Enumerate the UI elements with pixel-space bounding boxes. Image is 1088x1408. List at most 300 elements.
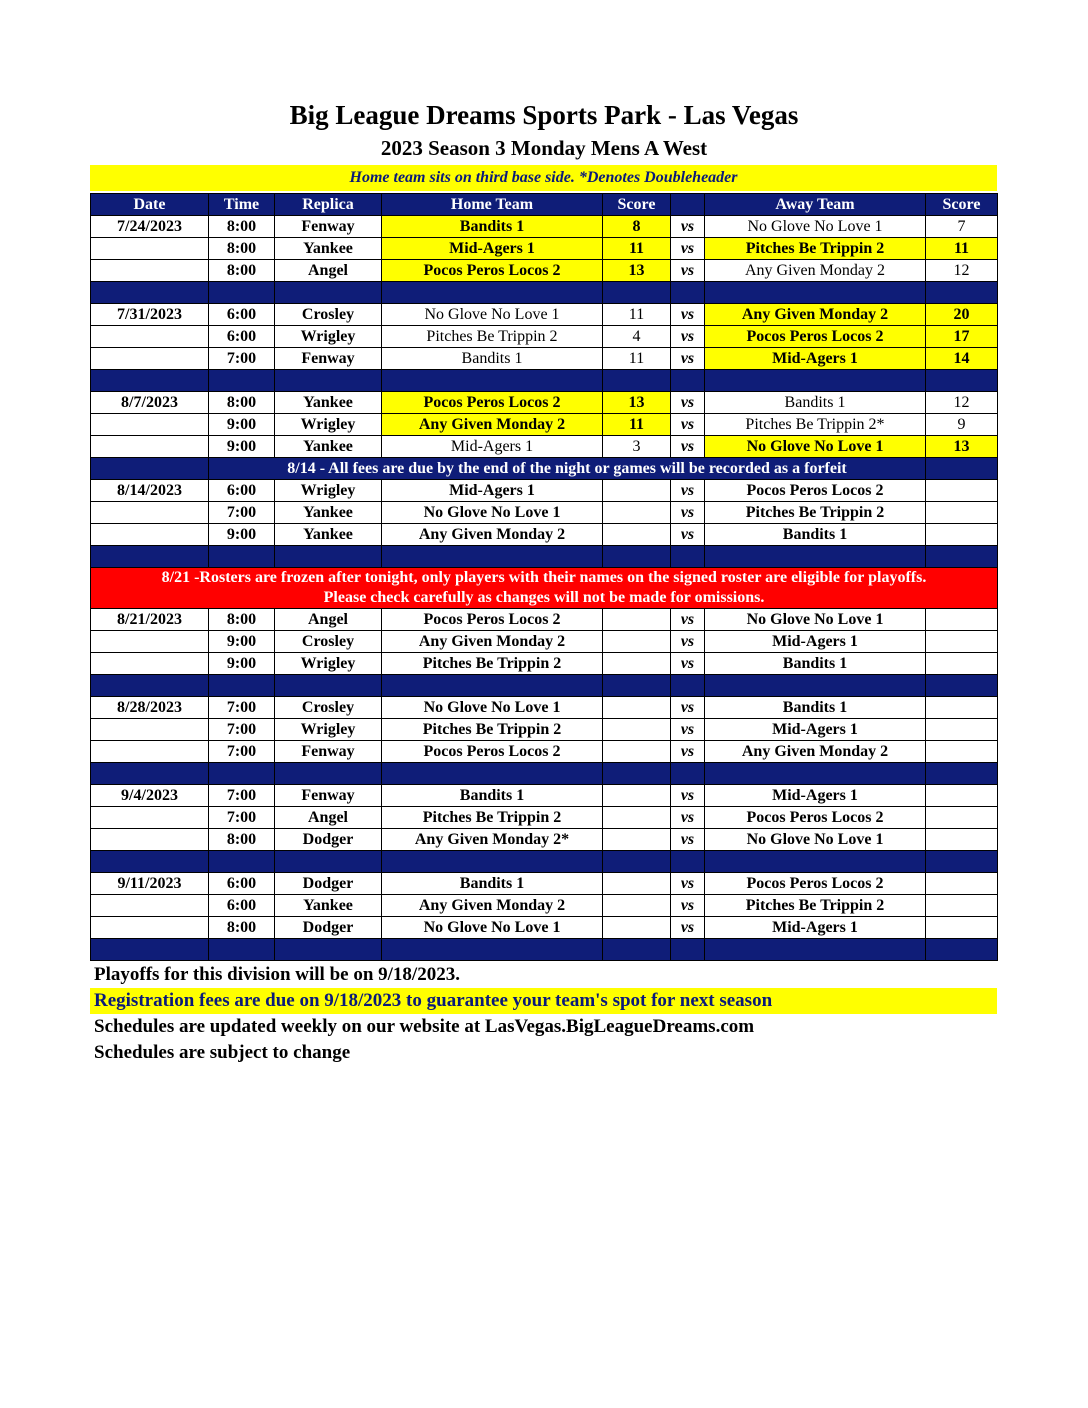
away-score bbox=[926, 609, 998, 631]
home-team: Any Given Monday 2 bbox=[382, 414, 603, 436]
game-date bbox=[91, 741, 209, 763]
separator-cell bbox=[705, 939, 926, 961]
away-team: Any Given Monday 2 bbox=[705, 260, 926, 282]
separator-cell bbox=[382, 370, 603, 392]
home-team: Mid-Agers 1 bbox=[382, 436, 603, 458]
home-team: No Glove No Love 1 bbox=[382, 304, 603, 326]
separator-cell bbox=[603, 675, 671, 697]
away-team: Pitches Be Trippin 2 bbox=[705, 238, 926, 260]
game-date bbox=[91, 719, 209, 741]
week-separator-row bbox=[91, 939, 998, 961]
game-date: 7/24/2023 bbox=[91, 216, 209, 238]
vs-label: vs bbox=[671, 348, 705, 370]
separator-cell bbox=[926, 675, 998, 697]
home-score bbox=[603, 609, 671, 631]
vs-label: vs bbox=[671, 697, 705, 719]
game-date: 8/28/2023 bbox=[91, 697, 209, 719]
away-team: No Glove No Love 1 bbox=[705, 609, 926, 631]
game-date bbox=[91, 414, 209, 436]
vs-label: vs bbox=[671, 414, 705, 436]
game-time: 9:00 bbox=[209, 524, 275, 546]
banner-spacer bbox=[926, 458, 998, 480]
separator-cell bbox=[926, 546, 998, 568]
game-date: 8/7/2023 bbox=[91, 392, 209, 414]
game-time: 7:00 bbox=[209, 785, 275, 807]
page-subtitle: 2023 Season 3 Monday Mens A West bbox=[380, 136, 708, 160]
game-time: 7:00 bbox=[209, 741, 275, 763]
fees-banner-text: 8/14 - All fees are due by the end of the night or games will be recorded as a forfeit bbox=[209, 458, 926, 480]
away-score bbox=[926, 829, 998, 851]
field-replica: Angel bbox=[275, 260, 382, 282]
home-score bbox=[603, 719, 671, 741]
home-score bbox=[603, 829, 671, 851]
home-score bbox=[603, 697, 671, 719]
vs-label: vs bbox=[671, 631, 705, 653]
home-score: 11 bbox=[603, 414, 671, 436]
separator-cell bbox=[603, 851, 671, 873]
home-score: 3 bbox=[603, 436, 671, 458]
field-replica: Dodger bbox=[275, 917, 382, 939]
vs-label: vs bbox=[671, 216, 705, 238]
away-score: 14 bbox=[926, 348, 998, 370]
away-score bbox=[926, 524, 998, 546]
vs-label: vs bbox=[671, 741, 705, 763]
home-score bbox=[603, 502, 671, 524]
home-team: Pocos Peros Locos 2 bbox=[382, 392, 603, 414]
separator-cell bbox=[603, 939, 671, 961]
away-score bbox=[926, 807, 998, 829]
home-score bbox=[603, 653, 671, 675]
vs-label: vs bbox=[671, 480, 705, 502]
header-away-team: Away Team bbox=[705, 194, 926, 216]
game-time: 8:00 bbox=[209, 238, 275, 260]
away-team: Mid-Agers 1 bbox=[705, 719, 926, 741]
home-team: Any Given Monday 2 bbox=[382, 631, 603, 653]
game-time: 9:00 bbox=[209, 436, 275, 458]
home-team: Bandits 1 bbox=[382, 873, 603, 895]
home-score bbox=[603, 917, 671, 939]
home-score bbox=[603, 631, 671, 653]
table-row bbox=[91, 719, 998, 741]
game-time: 8:00 bbox=[209, 260, 275, 282]
game-date bbox=[91, 653, 209, 675]
game-date: 7/31/2023 bbox=[91, 304, 209, 326]
separator-cell bbox=[275, 546, 382, 568]
separator-cell bbox=[705, 282, 926, 304]
field-replica: Fenway bbox=[275, 741, 382, 763]
home-score bbox=[603, 524, 671, 546]
separator-cell bbox=[91, 546, 209, 568]
home-team: Pitches Be Trippin 2 bbox=[382, 719, 603, 741]
separator-cell bbox=[91, 763, 209, 785]
away-score: 20 bbox=[926, 304, 998, 326]
week-separator-row bbox=[91, 370, 998, 392]
game-time: 8:00 bbox=[209, 609, 275, 631]
separator-cell bbox=[91, 282, 209, 304]
game-time: 6:00 bbox=[209, 895, 275, 917]
schedule-body bbox=[91, 194, 998, 961]
separator-cell bbox=[705, 851, 926, 873]
game-date: 9/4/2023 bbox=[91, 785, 209, 807]
field-replica: Yankee bbox=[275, 895, 382, 917]
vs-label: vs bbox=[671, 502, 705, 524]
separator-cell bbox=[705, 675, 926, 697]
home-score bbox=[603, 741, 671, 763]
table-row bbox=[91, 414, 998, 436]
home-team: Any Given Monday 2 bbox=[382, 524, 603, 546]
game-time: 7:00 bbox=[209, 807, 275, 829]
away-team: Pocos Peros Locos 2 bbox=[705, 326, 926, 348]
separator-cell bbox=[382, 546, 603, 568]
vs-label: vs bbox=[671, 609, 705, 631]
field-replica: Angel bbox=[275, 807, 382, 829]
separator-cell bbox=[926, 282, 998, 304]
field-replica: Wrigley bbox=[275, 480, 382, 502]
separator-cell bbox=[705, 370, 926, 392]
separator-cell bbox=[603, 282, 671, 304]
separator-cell bbox=[603, 763, 671, 785]
home-score: 11 bbox=[603, 238, 671, 260]
home-team: No Glove No Love 1 bbox=[382, 697, 603, 719]
away-team: Pocos Peros Locos 2 bbox=[705, 480, 926, 502]
home-score bbox=[603, 785, 671, 807]
header-vs bbox=[671, 194, 705, 216]
vs-label: vs bbox=[671, 304, 705, 326]
away-team: Pitches Be Trippin 2 bbox=[705, 895, 926, 917]
field-replica: Wrigley bbox=[275, 719, 382, 741]
game-date bbox=[91, 348, 209, 370]
vs-label: vs bbox=[671, 260, 705, 282]
away-team: Bandits 1 bbox=[705, 524, 926, 546]
vs-label: vs bbox=[671, 917, 705, 939]
separator-cell bbox=[209, 763, 275, 785]
table-row bbox=[91, 436, 998, 458]
separator-cell bbox=[671, 370, 705, 392]
game-time: 7:00 bbox=[209, 348, 275, 370]
roster-alert bbox=[91, 568, 998, 609]
game-time: 9:00 bbox=[209, 653, 275, 675]
banner-spacer bbox=[91, 458, 209, 480]
game-date bbox=[91, 260, 209, 282]
vs-label: vs bbox=[671, 829, 705, 851]
table-row bbox=[91, 653, 998, 675]
home-team: Mid-Agers 1 bbox=[382, 238, 603, 260]
table-row bbox=[91, 326, 998, 348]
separator-cell bbox=[382, 282, 603, 304]
separator-cell bbox=[209, 546, 275, 568]
separator-cell bbox=[926, 370, 998, 392]
away-score bbox=[926, 785, 998, 807]
game-time: 8:00 bbox=[209, 917, 275, 939]
field-replica: Wrigley bbox=[275, 326, 382, 348]
home-team: Bandits 1 bbox=[382, 348, 603, 370]
home-score bbox=[603, 807, 671, 829]
home-score: 13 bbox=[603, 392, 671, 414]
separator-cell bbox=[275, 675, 382, 697]
away-score: 7 bbox=[926, 216, 998, 238]
game-time: 7:00 bbox=[209, 697, 275, 719]
table-row bbox=[91, 480, 998, 502]
away-score bbox=[926, 873, 998, 895]
away-team: No Glove No Love 1 bbox=[705, 436, 926, 458]
home-team: Pitches Be Trippin 2 bbox=[382, 807, 603, 829]
separator-cell bbox=[382, 939, 603, 961]
separator-cell bbox=[275, 282, 382, 304]
home-score bbox=[603, 873, 671, 895]
roster-alert-line2: Please check carefully as changes will not be made for omissions. bbox=[323, 589, 765, 606]
week-separator-row bbox=[91, 851, 998, 873]
playoffs-note: Playoffs for this division will be on 9/18/2023. bbox=[94, 964, 460, 985]
game-date: 9/11/2023 bbox=[91, 873, 209, 895]
separator-cell bbox=[926, 851, 998, 873]
separator-cell bbox=[926, 939, 998, 961]
field-replica: Yankee bbox=[275, 238, 382, 260]
vs-label: vs bbox=[671, 238, 705, 260]
vs-label: vs bbox=[671, 785, 705, 807]
field-replica: Crosley bbox=[275, 697, 382, 719]
field-replica: Dodger bbox=[275, 829, 382, 851]
away-team: Mid-Agers 1 bbox=[705, 785, 926, 807]
header-away-score: Score bbox=[926, 194, 998, 216]
game-date bbox=[91, 807, 209, 829]
field-replica: Fenway bbox=[275, 785, 382, 807]
game-date bbox=[91, 917, 209, 939]
home-team: Any Given Monday 2 bbox=[382, 895, 603, 917]
home-team: Pocos Peros Locos 2 bbox=[382, 260, 603, 282]
game-date bbox=[91, 436, 209, 458]
header-date: Date bbox=[91, 194, 209, 216]
game-date bbox=[91, 631, 209, 653]
game-time: 7:00 bbox=[209, 502, 275, 524]
separator-cell bbox=[671, 763, 705, 785]
home-score bbox=[603, 895, 671, 917]
table-row bbox=[91, 807, 998, 829]
home-team: Mid-Agers 1 bbox=[382, 480, 603, 502]
game-date: 8/14/2023 bbox=[91, 480, 209, 502]
field-replica: Yankee bbox=[275, 392, 382, 414]
table-row bbox=[91, 304, 998, 326]
separator-cell bbox=[705, 546, 926, 568]
home-team: Any Given Monday 2* bbox=[382, 829, 603, 851]
table-row bbox=[91, 631, 998, 653]
separator-cell bbox=[705, 763, 926, 785]
vs-label: vs bbox=[671, 524, 705, 546]
table-header-row bbox=[91, 194, 998, 216]
separator-cell bbox=[209, 939, 275, 961]
away-team: No Glove No Love 1 bbox=[705, 829, 926, 851]
separator-cell bbox=[382, 675, 603, 697]
away-team: Any Given Monday 2 bbox=[705, 304, 926, 326]
fees-banner-row bbox=[91, 458, 998, 480]
game-time: 8:00 bbox=[209, 829, 275, 851]
game-date bbox=[91, 829, 209, 851]
away-score bbox=[926, 741, 998, 763]
roster-alert-row bbox=[91, 568, 998, 609]
separator-cell bbox=[671, 939, 705, 961]
home-score: 13 bbox=[603, 260, 671, 282]
separator-cell bbox=[209, 675, 275, 697]
week-separator-row bbox=[91, 675, 998, 697]
vs-label: vs bbox=[671, 653, 705, 675]
table-row bbox=[91, 873, 998, 895]
vs-label: vs bbox=[671, 326, 705, 348]
week-separator-row bbox=[91, 546, 998, 568]
field-replica: Crosley bbox=[275, 631, 382, 653]
field-replica: Wrigley bbox=[275, 414, 382, 436]
home-score bbox=[603, 480, 671, 502]
field-replica: Dodger bbox=[275, 873, 382, 895]
separator-cell bbox=[91, 675, 209, 697]
table-row bbox=[91, 609, 998, 631]
game-date bbox=[91, 895, 209, 917]
away-score: 12 bbox=[926, 260, 998, 282]
field-replica: Wrigley bbox=[275, 653, 382, 675]
table-row bbox=[91, 260, 998, 282]
game-time: 8:00 bbox=[209, 216, 275, 238]
away-team: Pocos Peros Locos 2 bbox=[705, 873, 926, 895]
away-team: Mid-Agers 1 bbox=[705, 917, 926, 939]
separator-cell bbox=[926, 763, 998, 785]
separator-cell bbox=[603, 546, 671, 568]
separator-cell bbox=[91, 851, 209, 873]
separator-cell bbox=[275, 851, 382, 873]
roster-alert-line1: 8/21 -Rosters are frozen after tonight, only players with their names on the signed roster are eligible for playoffs. bbox=[161, 569, 927, 586]
away-score bbox=[926, 697, 998, 719]
separator-cell bbox=[275, 763, 382, 785]
home-team: Pitches Be Trippin 2 bbox=[382, 653, 603, 675]
game-date bbox=[91, 326, 209, 348]
away-team: No Glove No Love 1 bbox=[705, 216, 926, 238]
game-date bbox=[91, 502, 209, 524]
home-score: 4 bbox=[603, 326, 671, 348]
away-score bbox=[926, 917, 998, 939]
away-score bbox=[926, 653, 998, 675]
away-score: 13 bbox=[926, 436, 998, 458]
table-row bbox=[91, 524, 998, 546]
away-team: Bandits 1 bbox=[705, 697, 926, 719]
page-title: Big League Dreams Sports Park - Las Vegas bbox=[289, 100, 799, 130]
table-row bbox=[91, 741, 998, 763]
separator-cell bbox=[603, 370, 671, 392]
game-time: 6:00 bbox=[209, 480, 275, 502]
table-row bbox=[91, 829, 998, 851]
away-team: Mid-Agers 1 bbox=[705, 348, 926, 370]
separator-cell bbox=[91, 370, 209, 392]
away-team: Bandits 1 bbox=[705, 653, 926, 675]
separator-cell bbox=[382, 851, 603, 873]
header-time: Time bbox=[209, 194, 275, 216]
header-replica: Replica bbox=[275, 194, 382, 216]
home-team: No Glove No Love 1 bbox=[382, 502, 603, 524]
away-score: 12 bbox=[926, 392, 998, 414]
separator-cell bbox=[275, 370, 382, 392]
home-team-note: Home team sits on third base side. *Denotes Doubleheader bbox=[90, 165, 997, 191]
game-time: 6:00 bbox=[209, 873, 275, 895]
table-row bbox=[91, 502, 998, 524]
vs-label: vs bbox=[671, 719, 705, 741]
table-row bbox=[91, 392, 998, 414]
table-row bbox=[91, 895, 998, 917]
separator-cell bbox=[671, 675, 705, 697]
table-row bbox=[91, 785, 998, 807]
away-team: Pitches Be Trippin 2 bbox=[705, 502, 926, 524]
away-score: 17 bbox=[926, 326, 998, 348]
table-row bbox=[91, 216, 998, 238]
away-score bbox=[926, 631, 998, 653]
separator-cell bbox=[382, 763, 603, 785]
away-score bbox=[926, 719, 998, 741]
separator-cell bbox=[209, 282, 275, 304]
away-score: 11 bbox=[926, 238, 998, 260]
vs-label: vs bbox=[671, 895, 705, 917]
game-date: 8/21/2023 bbox=[91, 609, 209, 631]
game-time: 6:00 bbox=[209, 304, 275, 326]
separator-cell bbox=[91, 939, 209, 961]
away-score bbox=[926, 480, 998, 502]
away-score bbox=[926, 502, 998, 524]
vs-label: vs bbox=[671, 807, 705, 829]
change-note: Schedules are subject to change bbox=[94, 1042, 351, 1063]
away-team: Bandits 1 bbox=[705, 392, 926, 414]
week-separator-row bbox=[91, 763, 998, 785]
home-team: Pitches Be Trippin 2 bbox=[382, 326, 603, 348]
game-time: 9:00 bbox=[209, 631, 275, 653]
separator-cell bbox=[209, 851, 275, 873]
away-team: Pocos Peros Locos 2 bbox=[705, 807, 926, 829]
vs-label: vs bbox=[671, 873, 705, 895]
game-time: 7:00 bbox=[209, 719, 275, 741]
game-time: 6:00 bbox=[209, 326, 275, 348]
table-row bbox=[91, 917, 998, 939]
header-home-team: Home Team bbox=[382, 194, 603, 216]
home-team: Bandits 1 bbox=[382, 216, 603, 238]
separator-cell bbox=[671, 546, 705, 568]
away-team: Any Given Monday 2 bbox=[705, 741, 926, 763]
registration-note: Registration fees are due on 9/18/2023 to guarantee your team's spot for next season bbox=[90, 988, 997, 1014]
game-date bbox=[91, 238, 209, 260]
table-row bbox=[91, 238, 998, 260]
separator-cell bbox=[671, 282, 705, 304]
home-score: 11 bbox=[603, 304, 671, 326]
week-separator-row bbox=[91, 282, 998, 304]
separator-cell bbox=[275, 939, 382, 961]
field-replica: Crosley bbox=[275, 304, 382, 326]
table-row bbox=[91, 348, 998, 370]
field-replica: Yankee bbox=[275, 502, 382, 524]
field-replica: Angel bbox=[275, 609, 382, 631]
game-time: 9:00 bbox=[209, 414, 275, 436]
vs-label: vs bbox=[671, 392, 705, 414]
table-row bbox=[91, 697, 998, 719]
home-team: Pocos Peros Locos 2 bbox=[382, 609, 603, 631]
field-replica: Yankee bbox=[275, 524, 382, 546]
away-score bbox=[926, 895, 998, 917]
home-score: 11 bbox=[603, 348, 671, 370]
vs-label: vs bbox=[671, 436, 705, 458]
field-replica: Yankee bbox=[275, 436, 382, 458]
home-score: 8 bbox=[603, 216, 671, 238]
field-replica: Fenway bbox=[275, 348, 382, 370]
away-team: Mid-Agers 1 bbox=[705, 631, 926, 653]
game-time: 8:00 bbox=[209, 392, 275, 414]
schedule-table bbox=[90, 193, 998, 961]
separator-cell bbox=[671, 851, 705, 873]
field-replica: Fenway bbox=[275, 216, 382, 238]
website-note: Schedules are updated weekly on our website at LasVegas.BigLeagueDreams.com bbox=[94, 1016, 755, 1037]
home-team: Pocos Peros Locos 2 bbox=[382, 741, 603, 763]
home-team: No Glove No Love 1 bbox=[382, 917, 603, 939]
away-team: Pitches Be Trippin 2* bbox=[705, 414, 926, 436]
